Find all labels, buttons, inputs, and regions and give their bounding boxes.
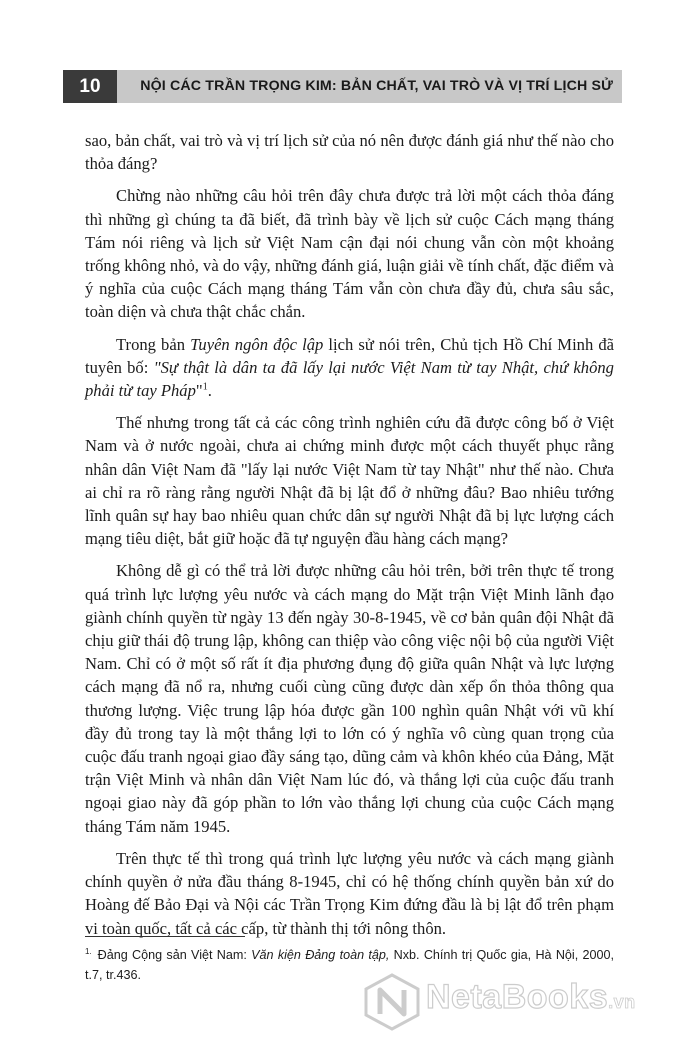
footnote-text-a: Đảng Cộng sản Việt Nam:: [97, 948, 252, 962]
running-header: [63, 70, 622, 103]
declaration-title: Tuyên ngôn độc lập: [190, 334, 324, 354]
paragraph-1: sao, bản chất, vai trò và vị trí lịch sử của nó nên được đánh giá như thế nào cho thỏa đáng?: [85, 131, 614, 174]
paragraph-6: Trên thực tế thì trong quá trình lực lượng yêu nước và cách mạng giành chính quyền ở nửa đầu tháng 8-1945, chỉ có hệ thống chính quyền bản xứ do Hoàng đế Bảo Đại và Nội các Trần Trọng Kim đứng đầu là bị lật đổ trên phạm vi toàn quốc, tất cả các cấp, từ thành thị tới nông thôn.: [85, 848, 614, 938]
paragraph-2: Chừng nào những câu hỏi trên đây chưa được trả lời một cách thỏa đáng thì những gì chúng ta đã biết, đã trình bày về lịch sử cuộc Cách mạng tháng Tám nói riêng và lịch sử Việt Nam cận đại nói chung vẫn còn một khoảng trống không nhỏ, và do vậy, những đánh giá, luận giải về tính chất, đặc điểm và ý nghĩa của cuộc Cách mạng tháng Tám vẫn còn chưa đầy đủ, chưa sâu sắc, toàn diện và chưa thật chắc chắn.: [85, 186, 614, 322]
paragraph-3-period: .: [207, 381, 212, 401]
quotation: "Sự thật là dân ta đã lấy lại nước Việt Nam từ tay Nhật, chứ không phải từ tay Pháp: [85, 357, 614, 401]
paragraph-3-text-c: lịch sử nói trên, Chủ tịch Hồ Chí Minh đã tuyên bố:: [85, 334, 615, 377]
footnote-text-c: Nxb. Chính trị Quốc gia, Hà Nội, 2000, t.7, tr.436.: [85, 948, 615, 982]
netabooks-logo-icon: [362, 972, 422, 1032]
watermark-text: [426, 978, 636, 1017]
quotation-close: ": [195, 381, 203, 401]
watermark: [362, 972, 692, 1032]
page-number: 10: [63, 70, 117, 103]
paragraph-4: Thế nhưng trong tất cả các công trình nghiên cứu đã được công bố ở Việt Nam và ở nước ngoài, chưa ai chứng minh được một cách thuyết phục rằng nhân dân Việt Nam đã "lấy lại nước Việt Nam từ tay Nhật" như thế nào. Chưa ai chỉ ra rõ ràng rằng người Nhật đã bị lật đổ ở những đâu? Bao nhiêu tướng lĩnh quân sự hay bao nhiêu quan chức dân sự người Nhật đã bị lực lượng cách mạng tiêu diệt, bắt giữ hoặc đã tự nguyện đầu hàng cách mạng?: [85, 413, 614, 549]
paragraph-3-text-a: Trong bản: [116, 334, 191, 354]
watermark-brand: NetaBooks: [426, 978, 609, 1016]
paragraph-5: Không dễ gì có thể trả lời được những câu hỏi trên, bởi trên thực tế trong quá trình lực lượng yêu nước và cách mạng do Mặt trận Việt Minh lãnh đạo giành chính quyền từ ngày 13 đến ngày 30-8-1945, về cơ bản quân đội Nhật đã chịu giữ thái độ trung lập, không can thiệp vào công việc nội bộ của người Việt Nam. Chỉ có ở một số rất ít địa phương đụng độ giữa quân Nhật và lực lượng cách mạng đã nổ ra, nhưng cuối cùng cũng được dàn xếp ổn thỏa thông qua thương lượng. Việc trung lập hóa được gần 100 nghìn quân Nhật với vũ khí đầy đủ trong tay là một thắng lợi to lớn có ý nghĩa vô cùng quan trọng của cuộc đấu tranh ngoại giao đầy sáng tạo, dũng cảm và khôn khéo của Đảng, Mặt trận Việt Minh và nhân dân Việt Nam lúc đó, và thắng lợi của cuộc đấu tranh ngoại giao này đã góp phần to lớn vào thắng lợi chung của cuộc Cách mạng tháng Tám năm 1945.: [85, 561, 614, 836]
footnote-divider: [85, 936, 245, 937]
footnote-source-title: Văn kiện Đảng toàn tập,: [251, 948, 390, 962]
watermark-suffix: .vn: [608, 992, 636, 1012]
body-text: [85, 129, 614, 949]
footnote-reference: 1: [202, 381, 208, 393]
paragraph-3: [85, 333, 614, 403]
running-title: NỘI CÁC TRẦN TRỌNG KIM: BẢN CHẤT, VAI TRÒ VÀ VỊ TRÍ LỊCH SỬ: [140, 78, 613, 94]
footnote-mark: 1.: [85, 946, 92, 956]
